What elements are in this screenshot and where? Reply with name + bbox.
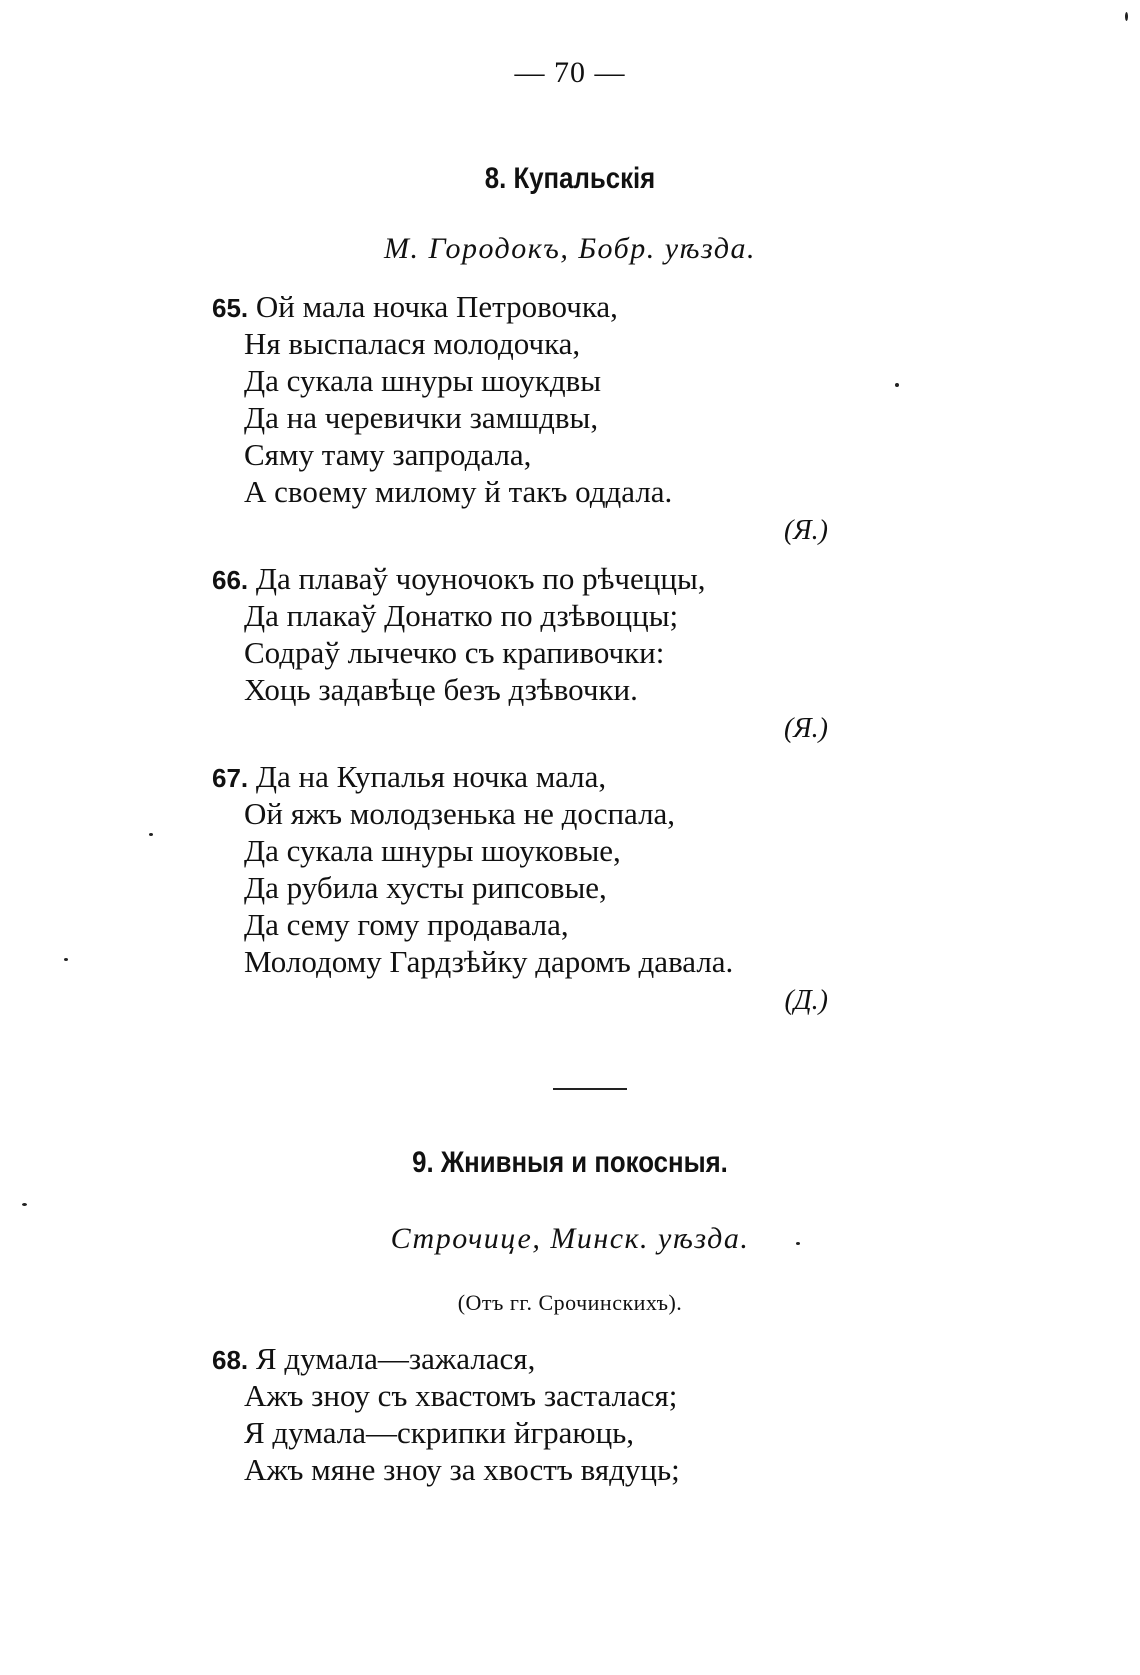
verse-text: Да плаваў чоуночокъ по рѣчеццы,	[255, 561, 706, 596]
song-number: 66.	[212, 565, 249, 595]
scan-speck	[895, 383, 899, 387]
song-number: 67.	[212, 763, 249, 793]
locality-line: Строчице, Минск. уѣзда.	[390, 1222, 750, 1255]
verse-line: Сяму таму запродала,	[244, 437, 532, 472]
section-title: 9. Жнивныя и покосныя.	[412, 1146, 728, 1179]
verse-line: А своему милому й такъ оддала.	[244, 474, 673, 509]
song-66	[0, 560, 1140, 745]
verse-line: Ажъ зноу съ хвастомъ засталася;	[244, 1378, 678, 1413]
locality-line: М. Городокъ, Бобр. уѣзда.	[383, 232, 757, 265]
source-note: (Отъ гг. Срочинскихъ).	[457, 1290, 683, 1315]
verse-line: Да сукала шнуры шоуковые,	[244, 833, 621, 868]
scan-speck	[64, 958, 68, 961]
attribution: (Я.)	[783, 515, 828, 546]
song-67	[0, 758, 1140, 1017]
song-number: 65.	[212, 293, 249, 323]
verse-line: Ня выспалася молодочка,	[244, 326, 581, 361]
verse-line: Да плакаў Донатко по дзѣвоццы;	[244, 598, 679, 633]
verse-line: Да на черевички замшдвы,	[244, 400, 599, 435]
section-divider	[553, 1088, 627, 1090]
verse-line	[0, 288, 1140, 325]
scan-speck	[22, 1203, 27, 1206]
verse-line: Да сукала шнуры шоукдвы	[244, 363, 602, 398]
attribution: (Я.)	[783, 713, 828, 744]
verse-line	[0, 1340, 1140, 1377]
section-title: 8. Купальскія	[484, 162, 656, 195]
verse-text: Да на Купалья ночка мала,	[255, 759, 607, 794]
verse-line	[0, 560, 1140, 597]
scan-speck	[149, 833, 153, 836]
page-number: — 70 —	[514, 56, 626, 89]
song-number: 68.	[212, 1345, 249, 1375]
scan-speck	[796, 1242, 800, 1245]
verse-line: Молодому Гардзѣйку даромъ давала.	[244, 944, 734, 979]
verse-line: Да рубила хусты рипсовые,	[244, 870, 607, 905]
verse-line	[0, 758, 1140, 795]
song-68	[0, 1340, 1140, 1488]
verse-line: Ой яжъ молодзенька не доспала,	[244, 796, 676, 831]
verse-line: Содраў лычечко съ крапивочки:	[244, 635, 665, 670]
song-65	[0, 288, 1140, 547]
verse-line: Да сему гому продавала,	[244, 907, 569, 942]
scan-speck	[1125, 12, 1128, 21]
verse-line: Хоць задавѣце безъ дзѣвочки.	[244, 672, 638, 707]
verse-text: Ой мала ночка Петровочка,	[255, 289, 618, 324]
verse-line: Ажъ мяне зноу за хвостъ вядуць;	[244, 1452, 680, 1487]
attribution: (Д.)	[784, 985, 828, 1016]
verse-text: Я думала—зажалася,	[255, 1341, 536, 1376]
verse-line: Я думала—скрипки йграюць,	[244, 1415, 635, 1450]
